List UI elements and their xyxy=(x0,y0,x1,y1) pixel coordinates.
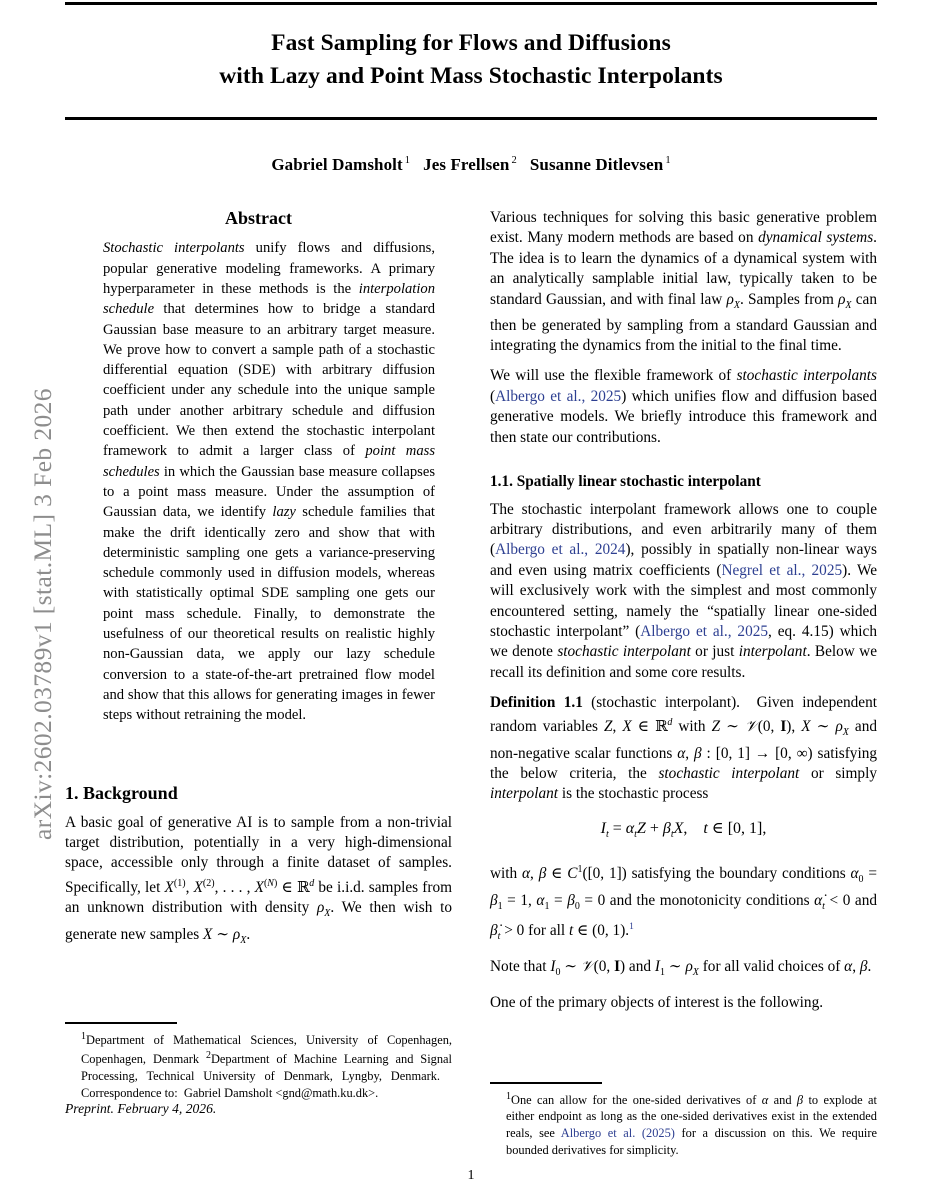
author-3 xyxy=(530,155,671,174)
definition-paragraph: Definition 1.1 (stochastic interpolant). Given independent random variables Z, X ∈ ℝ$^d$ with Z ∼ 𝒱(0, I), X ∼ $\rho_X$ and non-negative scalar functions α, β : [0, 1] → [0, ∞) satisfying the below criteria, the stochastic interpolant or simply interpolant is the stochastic process xyxy=(490,693,878,803)
right-paragraph-3: The stochastic interpolant framework allows one to couple arbitrary distributions, and even arbitrarily many of them (Albergo et al., 2024), possibly in spatially non-linear ways and even using matrix coefficients (Negrel et al., 2025). We will exclusively work with the simplest and most commonly encountered setting, namely the “spatially linear one-sided stochastic interpolant” (Albergo et al., 2025, eq. 4.15) which we denote stochastic interpolant or just interpolant. Below we recall its definition and some core results. xyxy=(490,500,878,681)
section-heading-background: 1. Background xyxy=(65,782,178,803)
definition-label: Definition 1.1 xyxy=(490,693,583,711)
affiliation-footnote xyxy=(65,1029,452,1118)
citation-albergo-2025[interactable]: Albergo et al., 2025 xyxy=(495,387,622,405)
footnote-rule xyxy=(65,1022,177,1024)
arxiv-stamp: arXiv:2602.03789v1 [stat.ML] 3 Feb 2026 xyxy=(28,388,57,840)
citation-negrel-2025[interactable]: Negrel et al., 2025 xyxy=(721,561,843,579)
paper-page xyxy=(65,0,877,1200)
citation-albergo-2024[interactable]: Albergo et al., 2024 xyxy=(495,541,626,559)
displayed-equation: $I_t = \alpha_tZ + \beta_tX$, t ∈ [0, 1], xyxy=(600,819,767,841)
background-paragraph: A basic goal of generative AI is to sample from a non-trivial target distribution, potentially in a very high-dimensional space, accessible only through a finite dataset of samples. Specifically, let $X^{(1)}$, $X^{(2)}$, . . . , $X^{(N)}$ ∈ ℝ$^d$ be i.i.d. samples from an unknown distribution with density $\rho_X$. We then wish to generate new samples X ∼ $\rho_X$. xyxy=(65,813,453,946)
left-footnote-block xyxy=(65,1022,452,1118)
right-footnote-block xyxy=(490,1082,877,1158)
author-2-name: Jes Frellsen xyxy=(423,155,510,174)
subsection-heading: 1.1. Spatially linear stochastic interpolant xyxy=(490,472,761,490)
author-list xyxy=(65,155,877,175)
header-rule-top xyxy=(65,2,877,5)
author-1-affiliation-marker: 1 xyxy=(404,155,411,167)
closing-paragraph: One of the primary objects of interest is the following. xyxy=(490,994,824,1012)
note-paragraph: Note that $I_0$ ∼ 𝒱(0, I) and $I_1$ ∼ $\rho_X$ for all valid choices of α, β. xyxy=(490,958,872,979)
author-2 xyxy=(423,155,517,174)
author-1 xyxy=(271,155,410,174)
abstract-body: Stochastic interpolants unify flows and diffusions, popular generative modeling frameworks. A primary hyperparameter in these methods is the interpolation schedule that determines how to bridge a standard Gaussian base measure to an arbitrary target measure. We prove how to convert a sample path of a stochastic differential equation (SDE) with arbitrary diffusion coefficient under any schedule into the unique sample path under another arbitrary schedule and diffusion coefficient. We then extend the stochastic interpolant framework to admit a larger class of point mass schedules in which the Gaussian base measure collapses to a point mass measure. Under the assumption of Gaussian data, we identify lazy schedule families that make the drift identically zero and show that with deterministic sampling one gets a variance-preserving schedule commonly used in diffusion models, whereas with statistically optimal SDE sampling one gets our point mass schedule. Finally, to demonstrate the usefulness of our theoretical results on realistic highly non-Gaussian data, we apply our lazy schedule conversion to a state-of-the-art pretrained flow model and show that this allows for generating images in fewer steps without retraining the model. xyxy=(103,240,435,724)
right-column xyxy=(490,208,877,1013)
footnote-marker-1[interactable]: 1 xyxy=(629,922,634,933)
footnote-1 xyxy=(490,1089,877,1159)
header-rule-bottom xyxy=(65,117,877,120)
abstract-heading: Abstract xyxy=(225,208,292,228)
citation-albergo-footnote[interactable]: Albergo et al. (2025) xyxy=(560,1125,675,1140)
left-column xyxy=(65,208,452,961)
right-paragraph-1: Various techniques for solving this basic generative problem exist. Many modern methods are based on dynamical systems. The idea is to learn the dynamics of a dynamical system with an analytically samplable initial law, typically taken to be standard Gaussian, and with final law $\rho_X$. Samples from $\rho_X$ can then be generated by sampling from a standard Gaussian and integrating the dynamics from the initial to the final time. xyxy=(490,209,877,355)
author-1-name: Gabriel Damsholt xyxy=(271,155,403,174)
subsection-spacer xyxy=(490,458,877,472)
title-line-2: with Lazy and Point Mass Stochastic Interpolants xyxy=(219,63,723,89)
affiliation-footnote-text: $^1$Department of Mathematical Sciences, University of Copenhagen, Copenhagen, Denmark $^2$Department of Machine Learning and Signal Processing, Technical University of Denmark, Lyngby, Denmark. Correspondence to: Gabriel Damsholt <gnd@math.ku.dk>. xyxy=(81,1030,452,1100)
author-3-affiliation-marker: 1 xyxy=(665,155,671,167)
title-line-1: Fast Sampling for Flows and Diffusions xyxy=(271,30,671,56)
page-title xyxy=(65,27,877,93)
footnote-1-text: $^1$One can allow for the one-sided derivatives of α and β to explode at either endpoint as long as the one-sided derivatives exist in the extended reals, see Albergo et al. (2025) for a discussion on this. We require bounded derivatives for simplicity. xyxy=(506,1090,878,1157)
page-number: 1 xyxy=(467,1168,475,1183)
after-equation-paragraph: with α, β ∈ $C^1([0$, 1]) satisfying the boundary conditions $\alpha_0 = \beta_1 = 1$, $\alpha_1 = \beta_0 = 0$ and the monotonicity conditions $\alphȧ_t < 0$ and $\betȧ_t > 0$ for all t ∈ (0, 1).$^1$ xyxy=(490,864,878,943)
footnote-rule xyxy=(490,1082,602,1084)
section-spacer xyxy=(65,726,452,782)
preprint-note: Preprint. February 4, 2026. xyxy=(65,1101,217,1117)
author-2-affiliation-marker: 2 xyxy=(511,155,517,167)
right-paragraph-2: We will use the flexible framework of stochastic interpolants (Albergo et al., 2025) which unifies flow and diffusion based generative models. We briefly introduce this framework and then state our contributions. xyxy=(490,367,877,446)
author-3-name: Susanne Ditlevsen xyxy=(529,155,664,174)
citation-albergo-2025-eq[interactable]: Albergo et al., 2025 xyxy=(640,622,769,640)
